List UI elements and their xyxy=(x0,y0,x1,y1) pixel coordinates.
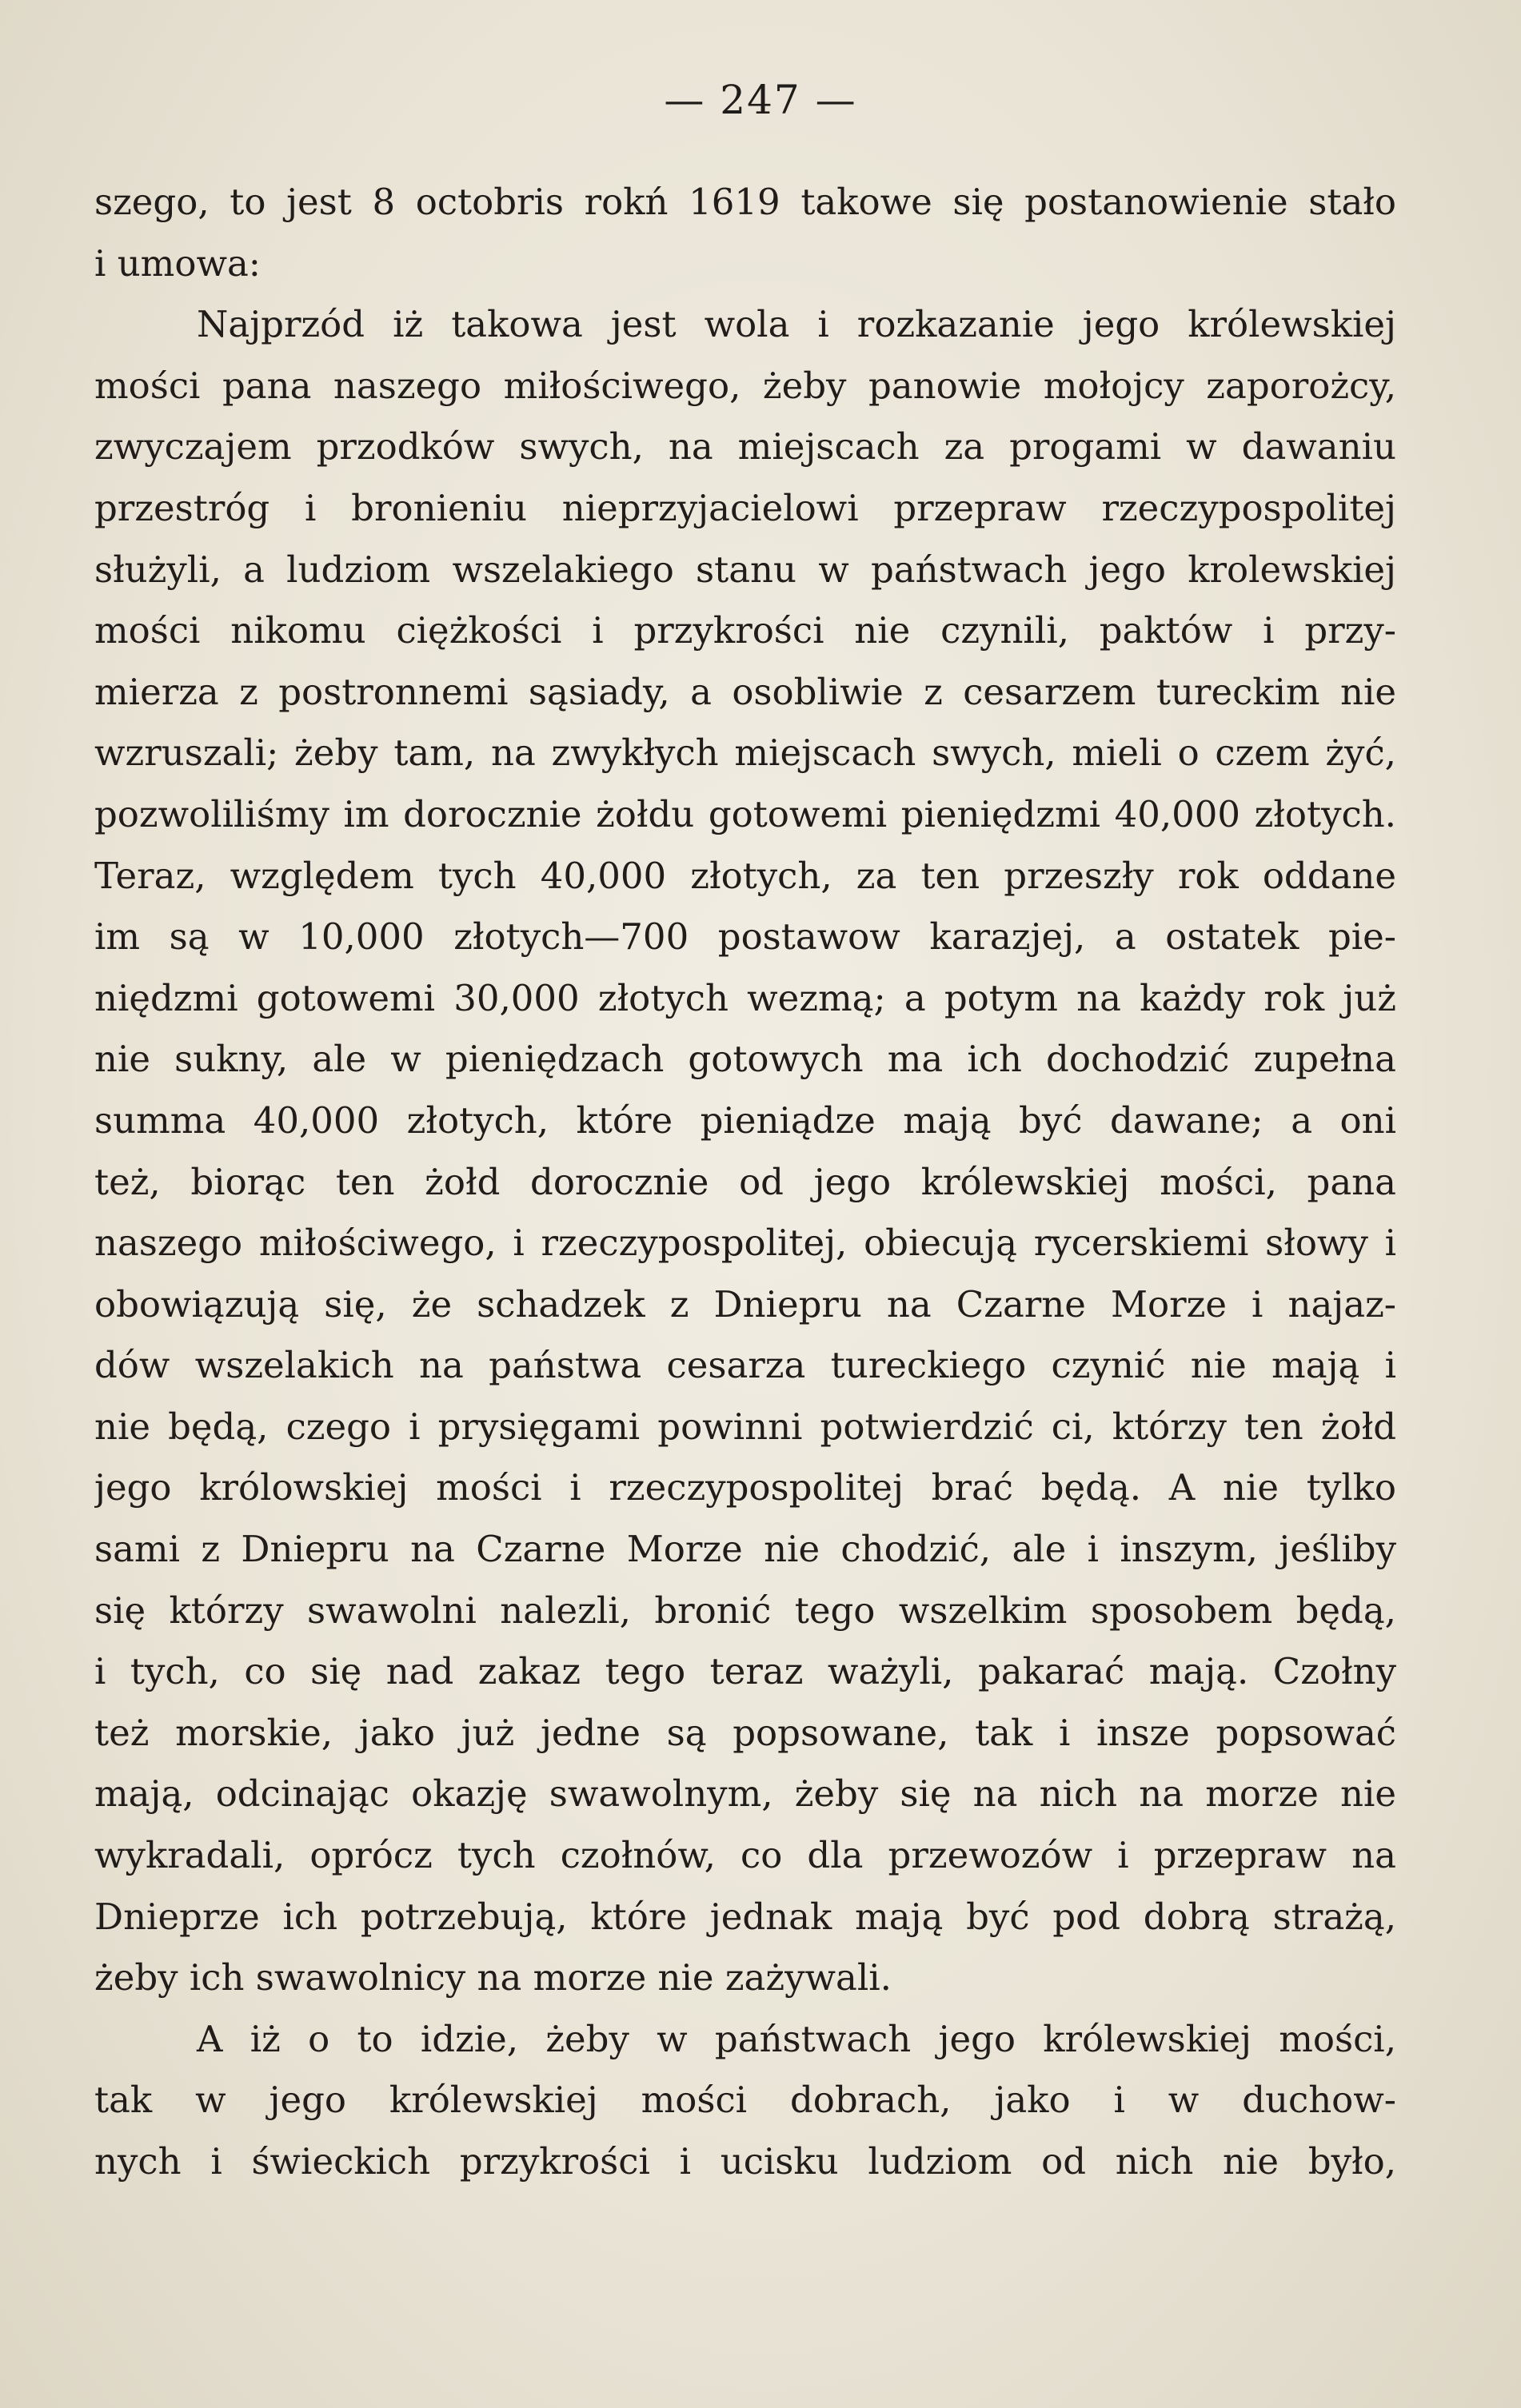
text-line: mości pana naszego miłościwego, żeby panowie mołojcy zaporożcy, xyxy=(94,364,1396,407)
text-line: pozwoliliśmy im dorocznie żołdu gotowemi pieniędzmi 40,000 złotych. xyxy=(94,792,1396,835)
text-line: Najprzód iż takowa jest wola i rozkazanie jego królewskiej xyxy=(197,303,1396,346)
text-line: zwyczajem przodków swych, na miejscach za progami w dawaniu xyxy=(94,425,1396,468)
text-line: mości nikomu ciężkości i przykrości nie czynili, paktów i przy- xyxy=(94,609,1396,652)
text-line: Teraz, względem tych 40,000 złotych, za ten przeszły rok oddane xyxy=(94,854,1396,897)
text-line: im są w 10,000 złotych—700 postawow karazjej, a ostatek pie- xyxy=(94,915,1396,959)
text-line: przestróg i bronieniu nieprzyjacielowi przepraw rzeczypospolitej xyxy=(94,486,1396,529)
text-line: się którzy swawolni nalezli, bronić tego wszelkim sposobem będą, xyxy=(94,1589,1396,1632)
text-line: Dnieprze ich potrzebują, które jednak mają być pod dobrą strażą, xyxy=(94,1895,1396,1938)
text-line: wykradali, oprócz tych czołnów, co dla przewozów i przepraw na xyxy=(94,1834,1396,1877)
page-number: — 247 — xyxy=(664,77,857,123)
text-line: żeby ich swawolnicy na morze nie zażywali. xyxy=(94,1956,892,1999)
text-line: nie będą, czego i prysięgami powinni potwierdzić ci, którzy ten żołd xyxy=(94,1405,1396,1448)
text-line: A iż o to idzie, żeby w państwach jego królewskiej mości, xyxy=(197,2017,1396,2060)
text-line: naszego miłościwego, i rzeczypospolitej, obiecują rycerskiemi słowy i xyxy=(94,1222,1396,1265)
text-line: też morskie, jako już jedne są popsowane, tak i insze popsować xyxy=(94,1711,1396,1754)
body-text xyxy=(94,172,1396,2193)
text-line: nie sukny, ale w pieniędzach gotowych ma ich dochodzić zupełna xyxy=(94,1038,1396,1081)
text-line: mierza z postronnemi sąsiady, a osobliwie z cesarzem tureckim nie xyxy=(94,670,1396,713)
text-line: i tych, co się nad zakaz tego teraz ważyli, pakarać mają. Czołny xyxy=(94,1650,1396,1693)
text-line: obowiązują się, że schadzek z Dniepru na Czarne Morze i najaz- xyxy=(94,1282,1396,1326)
text-line: niędzmi gotowemi 30,000 złotych wezmą; a potym na każdy rok już xyxy=(94,976,1396,1019)
text-line: i umowa: xyxy=(94,241,261,285)
text-line: mają, odcinając okazję swawolnym, żeby się na nich na morze nie xyxy=(94,1772,1396,1816)
text-line: jego królowskiej mości i rzeczypospolitej brać będą. A nie tylko xyxy=(94,1466,1396,1509)
text-line: summa 40,000 złotych, które pieniądze mają być dawane; a oni xyxy=(94,1098,1396,1142)
text-line: wzruszali; żeby tam, na zwykłych miejscach swych, mieli o czem żyć, xyxy=(94,732,1396,775)
text-line: nych i świeckich przykrości i ucisku ludziom od nich nie było, xyxy=(94,2140,1396,2183)
text-line: dów wszelakich na państwa cesarza tureckiego czynić nie mają i xyxy=(94,1344,1396,1387)
text-line: szego, to jest 8 octobris rokń 1619 takowe się postanowienie stało xyxy=(94,181,1396,223)
text-line: tak w jego królewskiej mości dobrach, jako i w duchow- xyxy=(94,2079,1396,2122)
text-line: sami z Dniepru na Czarne Morze nie chodzić, ale i inszym, jeśliby xyxy=(94,1528,1396,1571)
text-line: też, biorąc ten żołd dorocznie od jego królewskiej mości, pana xyxy=(94,1160,1396,1203)
text-line: służyli, a ludziom wszelakiego stanu w państwach jego krolewskiej xyxy=(94,548,1396,591)
